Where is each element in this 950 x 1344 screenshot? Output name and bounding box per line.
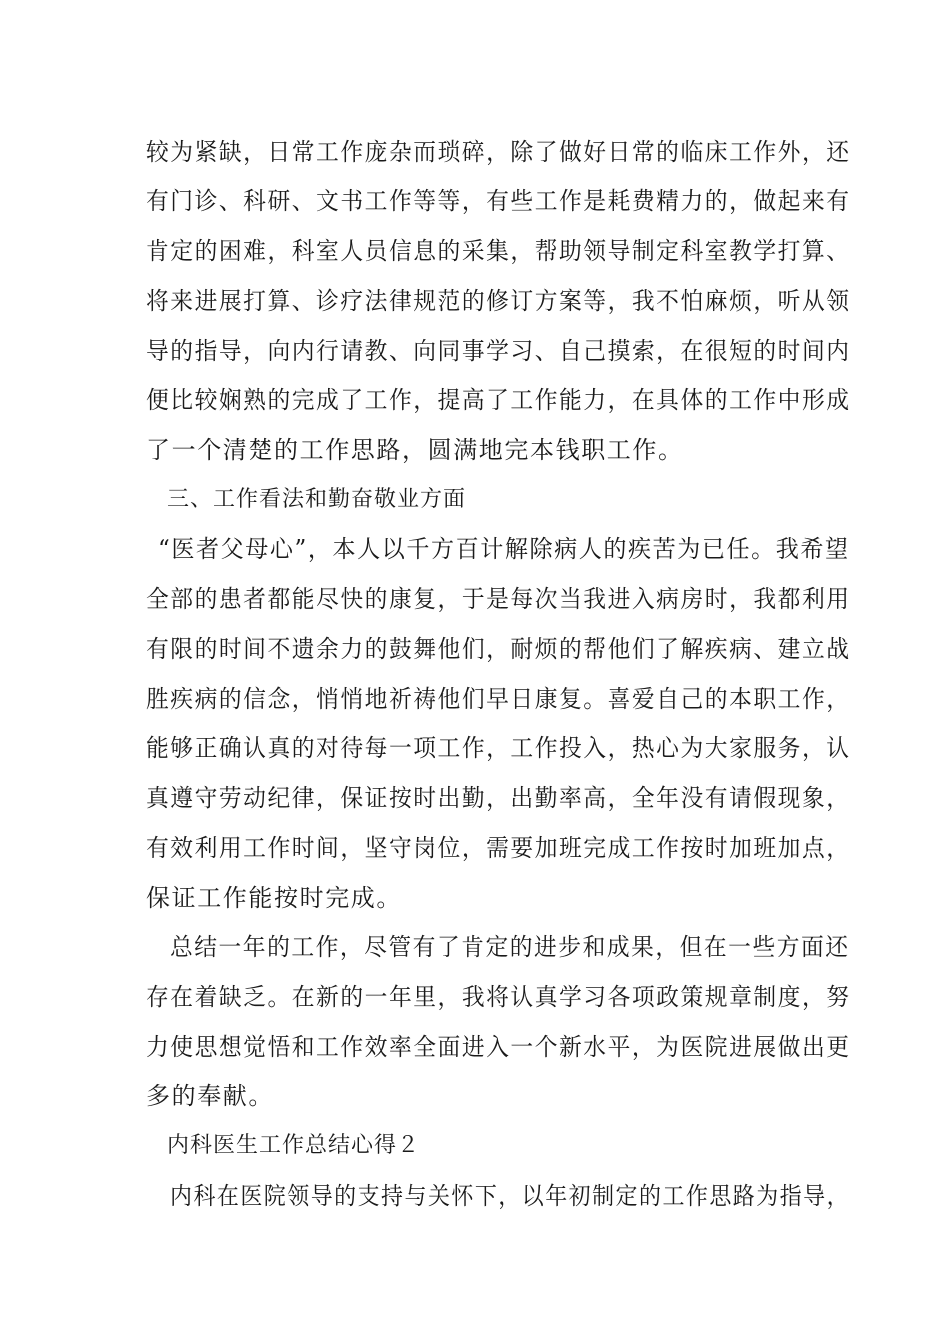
text-line: 有门诊、科研、文书工作等等，有些工作是耗费精力的，做起来有: [146, 187, 851, 215]
text-line: 了一个清楚的工作思路，圆满地完本钱职工作。: [146, 436, 684, 464]
text-line: 真遵守劳动纪律，保证按时出勤，出勤率高，全年没有请假现象，: [146, 784, 851, 812]
text-line: 较为紧缺，日常工作庞杂而琐碎，除了做好日常的临床工作外，还: [146, 138, 851, 166]
text-line: 便比较娴熟的完成了工作，提高了工作能力，在具体的工作中形成: [146, 386, 851, 414]
text-line: 力使思想觉悟和工作效率全面进入一个新水平，为医院进展做出更: [146, 1033, 851, 1061]
text-line: 导的指导，向内行请教、向同事学习、自己摸索，在很短的时间内: [146, 337, 851, 365]
article-title: 内科医生工作总结心得２: [167, 1133, 421, 1158]
section-heading: 三、工作看法和勤奋敬业方面: [167, 487, 467, 512]
text-line: 能够正确认真的对待每一项工作，工作投入，热心为大家服务，认: [146, 734, 851, 762]
text-line: 胜疾病的信念，悄悄地祈祷他们早日康复。喜爱自己的本职工作，: [146, 685, 851, 713]
text-line: 有效利用工作时间，坚守岗位，需要加班完成工作按时加班加点，: [146, 834, 851, 862]
text-line: 保证工作能按时完成。: [146, 884, 402, 912]
text-line: “医者父母心”，本人以千方百计解除病人的疾苦为已任。我希望: [158, 535, 850, 563]
text-line: 存在着缺乏。在新的一年里，我将认真学习各项政策规章制度，努: [146, 983, 851, 1011]
text-line: 全部的患者都能尽快的康复，于是每次当我进入病房时，我都利用: [146, 585, 851, 613]
text-line: 肯定的困难，科室人员信息的采集，帮助领导制定科室教学打算、: [146, 237, 851, 265]
text-line: 多的奉献。: [146, 1082, 274, 1110]
text-line: 总结一年的工作，尽管有了肯定的进步和成果，但在一些方面还: [170, 933, 850, 961]
text-line: 将来进展打算、诊疗法律规范的修订方案等，我不怕麻烦，听从领: [146, 287, 851, 315]
text-line: 有限的时间不遗余力的鼓舞他们，耐烦的帮他们了解疾病、建立战: [146, 635, 851, 663]
text-line: 内科在医院领导的支持与关怀下，以年初制定的工作思路为指导，: [170, 1182, 851, 1210]
